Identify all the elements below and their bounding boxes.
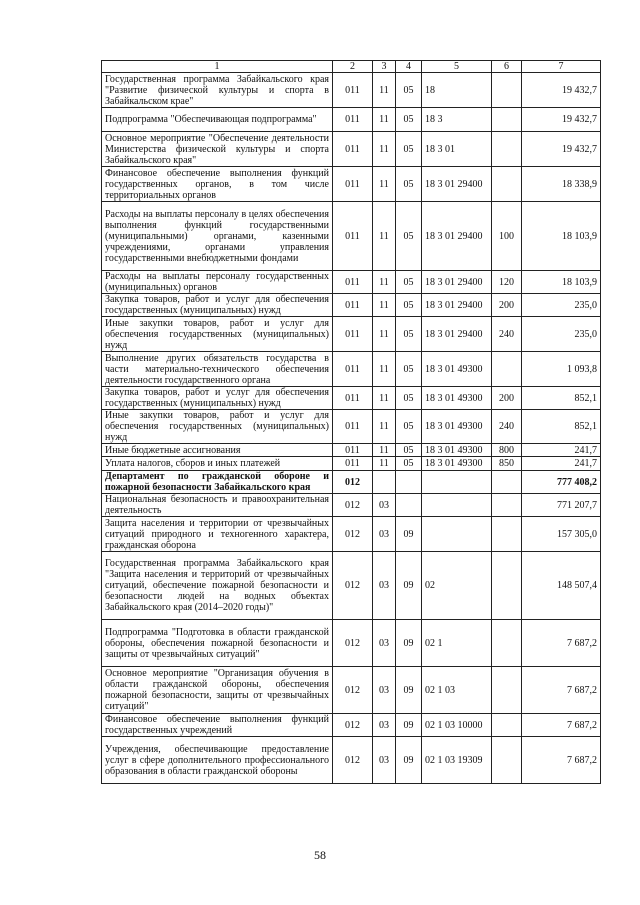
target-article-code: 02 [422,552,492,620]
table-row [102,552,601,620]
grbs-code: 012 [333,494,373,517]
target-article-code: 18 [422,73,492,108]
table-row [102,620,601,667]
table-row [102,457,601,471]
subsection-code: 05 [396,202,422,271]
item-name: Расходы на выплаты персоналу в целях обеспечения выполнения функций государственными (муниципальными) органами, казенными учреждениями, органами управления государственными внебюджетными фондами [102,202,333,271]
table-row [102,202,601,271]
subsection-code: 09 [396,620,422,667]
item-name: Национальная безопасность и правоохранительная деятельность [102,494,333,517]
section-code: 03 [373,494,396,517]
section-code: 11 [373,202,396,271]
item-name: Учреждения, обеспечивающие предоставление услуг в сфере дополнительного профессионального образования в области гражданской обороны [102,737,333,784]
amount: 19 432,7 [522,108,601,132]
amount: 7 687,2 [522,714,601,737]
section-code: 11 [373,294,396,317]
table-row [102,387,601,410]
target-article-code [422,517,492,552]
grbs-code: 011 [333,132,373,167]
section-code: 03 [373,517,396,552]
section-code: 11 [373,457,396,471]
grbs-code: 011 [333,271,373,294]
header-row [102,61,601,73]
expense-type-code [492,108,522,132]
grbs-code: 012 [333,620,373,667]
item-name: Выполнение других обязательств государства в части материально-технического обеспечения деятельности государственного органа [102,352,333,387]
header-cell: 6 [492,61,522,73]
item-name: Закупка товаров, работ и услуг для обеспечения государственных (муниципальных) нужд [102,294,333,317]
subsection-code: 05 [396,167,422,202]
expense-type-code [492,517,522,552]
table-row [102,132,601,167]
table-row [102,410,601,444]
target-article-code: 18 3 01 49300 [422,352,492,387]
amount: 157 305,0 [522,517,601,552]
grbs-code: 012 [333,667,373,714]
header-cell: 3 [373,61,396,73]
header-cell: 7 [522,61,601,73]
grbs-code: 011 [333,444,373,457]
section-code: 03 [373,737,396,784]
header-cell: 1 [102,61,333,73]
expense-type-code [492,737,522,784]
grbs-code: 012 [333,737,373,784]
grbs-code: 012 [333,552,373,620]
item-name: Уплата налогов, сборов и иных платежей [102,457,333,471]
item-name: Закупка товаров, работ и услуг для обеспечения государственных (муниципальных) нужд [102,387,333,410]
target-article-code: 18 3 [422,108,492,132]
table-row [102,667,601,714]
target-article-code: 18 3 01 29400 [422,271,492,294]
amount: 1 093,8 [522,352,601,387]
amount: 19 432,7 [522,73,601,108]
target-article-code: 18 3 01 49300 [422,444,492,457]
item-name: Расходы на выплаты персоналу государственных (муниципальных) органов [102,271,333,294]
table-row [102,108,601,132]
expense-type-code [492,714,522,737]
section-code: 11 [373,387,396,410]
target-article-code: 18 3 01 49300 [422,387,492,410]
section-code: 03 [373,667,396,714]
target-article-code: 18 3 01 49300 [422,457,492,471]
table-row [102,737,601,784]
item-name: Государственная программа Забайкальского края "Развитие физической культуры и спорта в Забайкальском крае" [102,73,333,108]
expense-type-code: 800 [492,444,522,457]
expense-type-code [492,620,522,667]
item-name: Защита населения и территории от чрезвычайных ситуаций природного и техногенного характера, гражданская оборона [102,517,333,552]
subsection-code: 05 [396,352,422,387]
section-code: 11 [373,410,396,444]
section-code: 11 [373,108,396,132]
section-code: 03 [373,714,396,737]
expense-type-code: 850 [492,457,522,471]
subsection-code: 05 [396,410,422,444]
table-row [102,352,601,387]
amount: 241,7 [522,457,601,471]
expense-type-code [492,667,522,714]
expense-type-code: 240 [492,410,522,444]
grbs-code: 011 [333,387,373,410]
header-cell: 2 [333,61,373,73]
expense-type-code [492,552,522,620]
item-name: Иные закупки товаров, работ и услуг для обеспечения государственных (муниципальных) нужд [102,410,333,444]
grbs-code: 011 [333,73,373,108]
subsection-code: 05 [396,108,422,132]
item-name: Государственная программа Забайкальского края "Защита населения и территорий от чрезвычайных ситуаций, обеспечение пожарной безопасности и безопасности людей на водных объектах Забайкальского края (2014–2020 годы)" [102,552,333,620]
target-article-code: 18 3 01 29400 [422,294,492,317]
subsection-code: 05 [396,73,422,108]
section-code: 11 [373,167,396,202]
amount: 777 408,2 [522,471,601,494]
item-name: Подпрограмма "Обеспечивающая подпрограмма" [102,108,333,132]
item-name: Иные бюджетные ассигнования [102,444,333,457]
grbs-code: 011 [333,202,373,271]
item-name: Подпрограмма "Подготовка в области гражданской обороны, обеспечения пожарной безопасности и защиты от чрезвычайных ситуаций" [102,620,333,667]
subsection-code: 05 [396,444,422,457]
grbs-code: 011 [333,167,373,202]
grbs-code: 012 [333,714,373,737]
expense-type-code [492,73,522,108]
table-row [102,471,601,494]
table-row [102,517,601,552]
subsection-code: 05 [396,317,422,352]
expense-type-code [492,352,522,387]
grbs-code: 011 [333,108,373,132]
amount: 18 338,9 [522,167,601,202]
expense-type-code: 200 [492,387,522,410]
target-article-code: 02 1 03 [422,667,492,714]
section-code: 11 [373,73,396,108]
target-article-code [422,471,492,494]
grbs-code: 011 [333,317,373,352]
amount: 852,1 [522,387,601,410]
item-name: Финансовое обеспечение выполнения функций государственных органов, в том числе территориальных органов [102,167,333,202]
subsection-code [396,494,422,517]
amount: 7 687,2 [522,737,601,784]
amount: 7 687,2 [522,620,601,667]
table-row [102,271,601,294]
table-row [102,317,601,352]
grbs-code: 011 [333,410,373,444]
amount: 19 432,7 [522,132,601,167]
expense-type-code [492,132,522,167]
target-article-code [422,494,492,517]
amount: 18 103,9 [522,202,601,271]
subsection-code: 09 [396,667,422,714]
subsection-code: 09 [396,517,422,552]
item-name: Иные закупки товаров, работ и услуг для обеспечения государственных (муниципальных) нужд [102,317,333,352]
subsection-code: 05 [396,387,422,410]
expense-type-code: 100 [492,202,522,271]
grbs-code: 011 [333,457,373,471]
section-code: 03 [373,552,396,620]
amount: 852,1 [522,410,601,444]
expense-type-code: 200 [492,294,522,317]
amount: 241,7 [522,444,601,457]
table-row [102,444,601,457]
amount: 235,0 [522,294,601,317]
page-number: 58 [314,848,326,862]
target-article-code: 18 3 01 29400 [422,167,492,202]
amount: 18 103,9 [522,271,601,294]
expense-type-code [492,471,522,494]
header-cell: 5 [422,61,492,73]
target-article-code: 18 3 01 49300 [422,410,492,444]
target-article-code: 18 3 01 29400 [422,202,492,271]
item-name: Основное мероприятие "Обеспечение деятельности Министерства физической культуры и спорта Забайкальского края" [102,132,333,167]
grbs-code: 012 [333,471,373,494]
table-row [102,294,601,317]
expense-type-code [492,167,522,202]
subsection-code: 09 [396,552,422,620]
target-article-code: 18 3 01 29400 [422,317,492,352]
grbs-code: 012 [333,517,373,552]
subsection-code: 05 [396,132,422,167]
subsection-code: 05 [396,457,422,471]
section-code: 03 [373,620,396,667]
subsection-code: 09 [396,737,422,784]
table-row [102,714,601,737]
section-code: 11 [373,352,396,387]
item-name: Основное мероприятие "Организация обучения в области гражданской обороны, обеспечения пожарной безопасности, защиты от чрезвычайных ситуаций" [102,667,333,714]
grbs-code: 011 [333,352,373,387]
subsection-code: 05 [396,271,422,294]
target-article-code: 02 1 03 19309 [422,737,492,784]
subsection-code: 09 [396,714,422,737]
amount: 7 687,2 [522,667,601,714]
grbs-code: 011 [333,294,373,317]
expense-type-code [492,494,522,517]
item-name: Департамент по гражданской обороне и пожарной безопасности Забайкальского края [102,471,333,494]
target-article-code: 02 1 03 10000 [422,714,492,737]
section-code: 11 [373,317,396,352]
amount: 235,0 [522,317,601,352]
table-row [102,494,601,517]
target-article-code: 02 1 [422,620,492,667]
section-code [373,471,396,494]
section-code: 11 [373,132,396,167]
amount: 148 507,4 [522,552,601,620]
subsection-code [396,471,422,494]
target-article-code: 18 3 01 [422,132,492,167]
section-code: 11 [373,271,396,294]
amount: 771 207,7 [522,494,601,517]
subsection-code: 05 [396,294,422,317]
expense-type-code: 240 [492,317,522,352]
table-row [102,167,601,202]
section-code: 11 [373,444,396,457]
expense-type-code: 120 [492,271,522,294]
budget-table [101,60,601,784]
item-name: Финансовое обеспечение выполнения функций государственных учреждений [102,714,333,737]
table-row [102,73,601,108]
header-cell: 4 [396,61,422,73]
